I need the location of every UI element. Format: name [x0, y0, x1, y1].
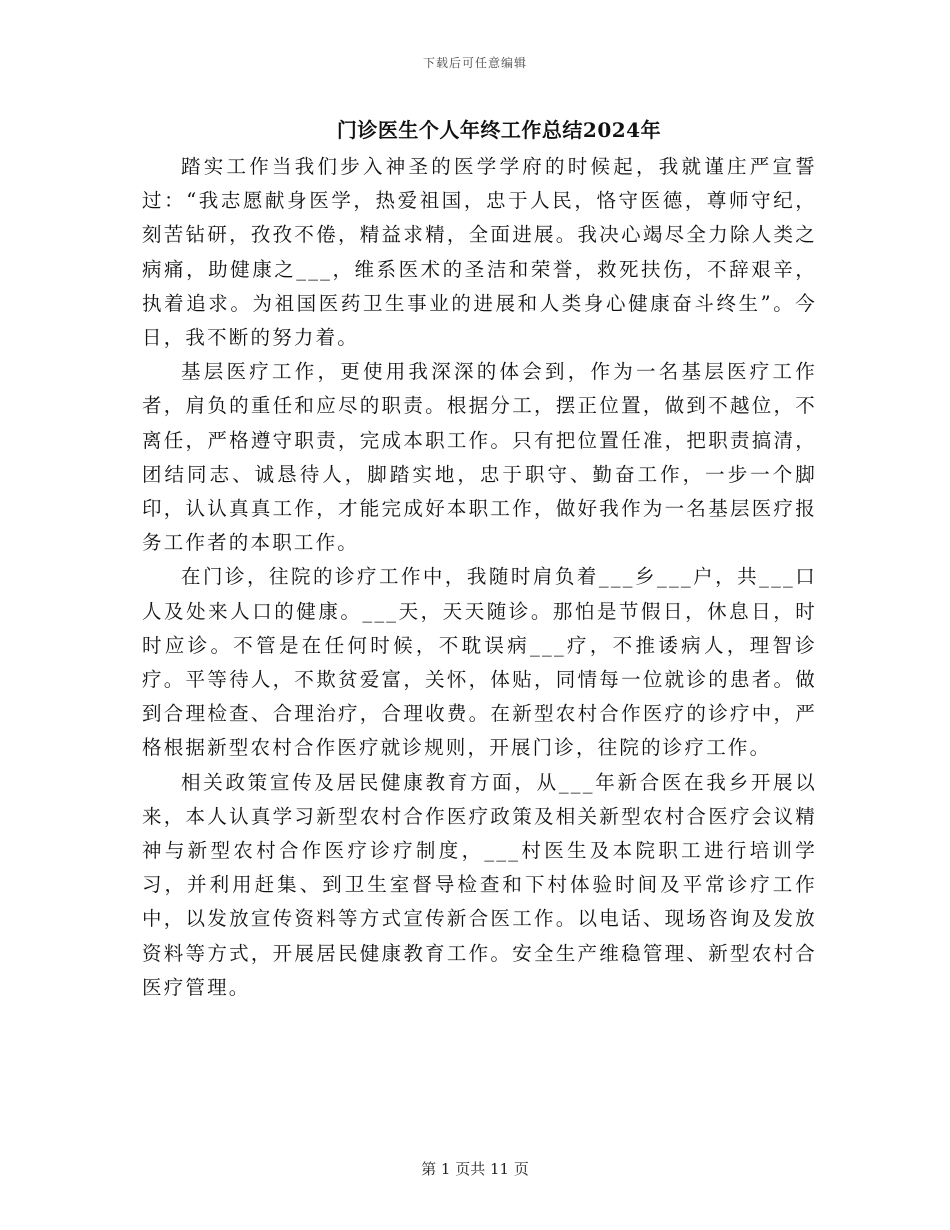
paragraph-1: 踏实工作当我们步入神圣的医学学府的时候起，我就谨庄严宣誓过：“我志愿献身医学，热爱祖国，忠于人民，恪守医德，尊师守纪，刻苦钻研，孜孜不倦，精益求精，全面进展。我决心竭尽全力除人类之病痛，助健康之___，维系医术的圣洁和荣誉，救死扶伤，不辞艰辛，执着追求。为祖国医药卫生事业的进展和人类身心健康奋斗终生”。今日，我不断的努力着。: [142, 155, 817, 350]
paragraph-2: 基层医疗工作，更使用我深深的体会到，作为一名基层医疗工作者，肩负的重任和应尽的职责。根据分工，摆正位置，做到不越位，不离任，严格遵守职责，完成本职工作。只有把位置任准，把职责搞清，团结同志、诚恳待人，脚踏实地，忠于职守、勤奋工作，一步一个脚印，认认真真工作，才能完成好本职工作，做好我作为一名基层医疗报务工作者的本职工作。: [142, 360, 817, 555]
document-body: [142, 150, 817, 1005]
paragraph-4: 相关政策宣传及居民健康教育方面，从___年新合医在我乡开展以来，本人认真学习新型农村合作医疗政策及相关新型农村合医疗会议精神与新型农村合作医疗诊疗制度，___村医生及本院职工进行培训学习，并利用赶集、到卫生室督导检查和下村体验时间及平常诊疗工作中，以发放宣传资料等方式宣传新合医工作。以电话、现场咨询及发放资料等方式，开展居民健康教育工作。安全生产维稳管理、新型农村合医疗管理。: [142, 770, 817, 999]
document-title: 门诊医生个人年终工作总结2024年: [336, 118, 662, 142]
header-note: 下载后可任意编辑: [422, 56, 527, 70]
page-number: 第 1 页共 11 页: [421, 1160, 529, 1178]
paragraph-3: 在门诊，往院的诊疗工作中，我随时肩负着___乡___户，共___口人及处来人口的健康。___天，天天随诊。那怕是节假日，休息日，时时应诊。不管是在任何时候，不耽误病___疗，不推诿病人，理智诊疗。平等待人，不欺贫爱富，关怀，体贴，同情每一位就诊的患者。做到合理检查、合理治疗，合理收费。在新型农村合作医疗的诊疗中，严格根据新型农村合作医疗就诊规则，开展门诊，往院的诊疗工作。: [142, 565, 817, 760]
